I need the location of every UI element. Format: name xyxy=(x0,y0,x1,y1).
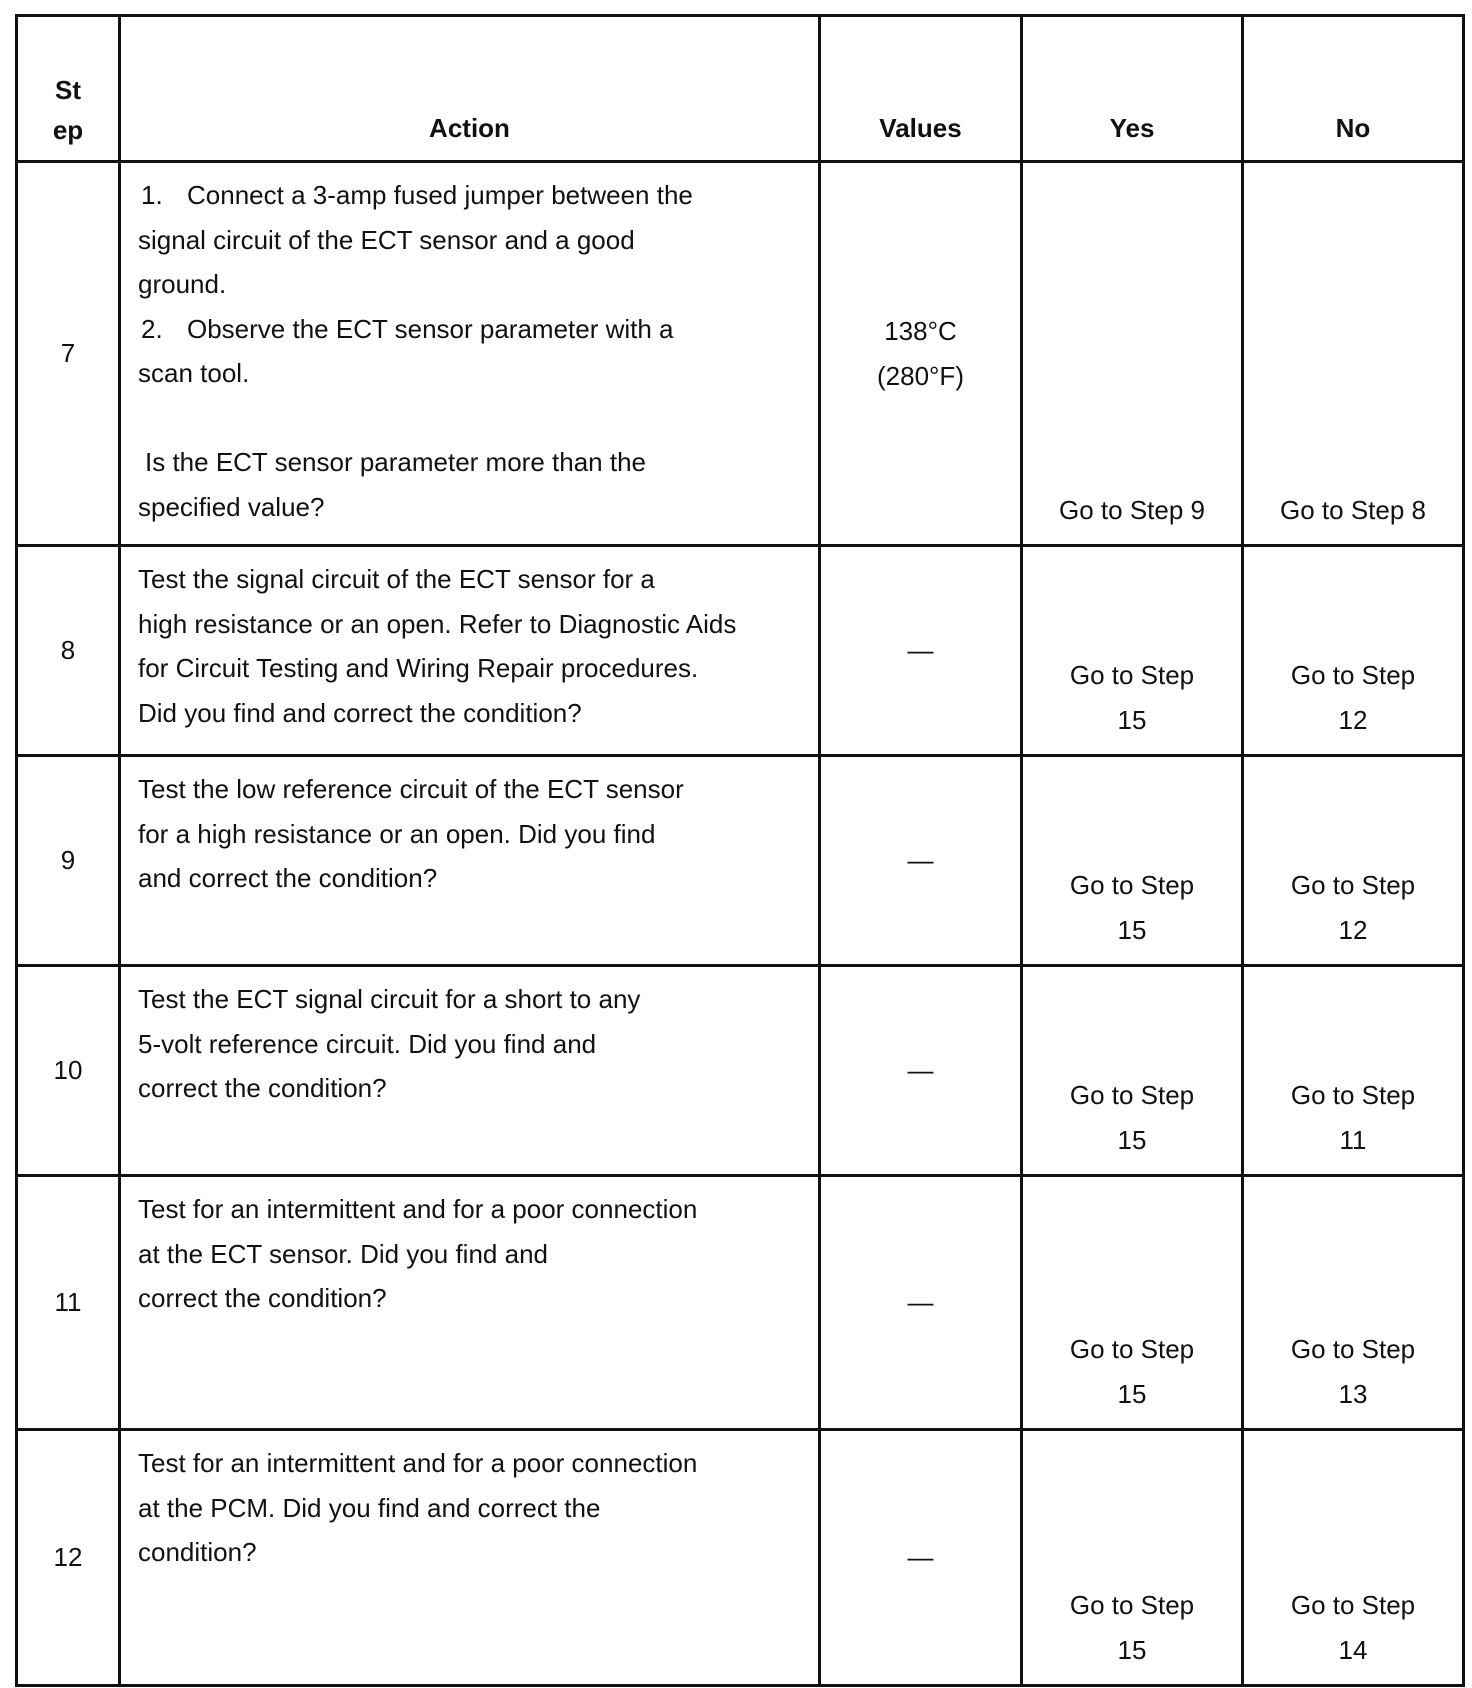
action-cell xyxy=(120,1176,820,1430)
action-line: for a high resistance or an open. Did you find xyxy=(138,818,656,849)
outcome-label: Go to Step xyxy=(1290,870,1416,900)
yes-outcome xyxy=(1022,966,1243,1176)
action-line xyxy=(138,173,804,218)
step-number: 9 xyxy=(17,756,120,966)
yes-outcome xyxy=(1022,1176,1243,1430)
values-column-header: Values xyxy=(820,16,1022,162)
action-line: ground. xyxy=(138,269,227,299)
action-question: Is the ECT sensor parameter more than the xyxy=(145,447,646,477)
outcome-step: 14 xyxy=(1338,1634,1368,1665)
table-row xyxy=(17,1430,1464,1686)
outcome-label: Go to Step xyxy=(1290,660,1416,690)
diagnostic-table xyxy=(15,14,1465,1687)
values-cell xyxy=(820,966,1022,1176)
list-number: 1. xyxy=(141,180,163,210)
outcome-label: Go to Step xyxy=(1069,660,1195,690)
value-dash: — xyxy=(907,1055,934,1086)
action-cell xyxy=(120,756,820,966)
action-cell xyxy=(120,1430,820,1686)
outcome-step: 15 xyxy=(1117,1634,1147,1665)
values-cell xyxy=(820,546,1022,756)
action-line: for Circuit Testing and Wiring Repair procedures. xyxy=(138,653,699,683)
step-number: 11 xyxy=(17,1176,120,1430)
outcome-label: Go to Step xyxy=(1069,1590,1195,1620)
values-cell xyxy=(820,162,1022,546)
action-cell xyxy=(120,162,820,546)
list-number: 2. xyxy=(141,313,163,344)
value-fahrenheit: (280°F) xyxy=(877,360,964,391)
no-outcome xyxy=(1243,966,1464,1176)
action-line: condition? xyxy=(138,1537,257,1567)
table-row xyxy=(17,546,1464,756)
value-dash: — xyxy=(907,1287,934,1318)
outcome-step: 15 xyxy=(1117,1378,1147,1409)
outcome-step: 15 xyxy=(1117,914,1147,945)
value-celsius: 138°C xyxy=(884,316,957,346)
table-row xyxy=(17,1176,1464,1430)
outcome-label: Go to Step xyxy=(1290,1334,1416,1364)
outcome-label: Go to Step xyxy=(1069,1334,1195,1364)
yes-outcome xyxy=(1022,546,1243,756)
action-line: Test the low reference circuit of the ECT sensor xyxy=(138,774,684,804)
outcome-label: Go to Step xyxy=(1069,870,1195,900)
yes-outcome xyxy=(1022,756,1243,966)
step-column-header xyxy=(17,16,120,162)
action-line: Test for an intermittent and for a poor connection xyxy=(138,1194,698,1224)
no-outcome xyxy=(1243,1430,1464,1686)
action-line: correct the condition? xyxy=(138,1283,387,1313)
outcome-step: 15 xyxy=(1117,704,1147,735)
action-line: at the ECT sensor. Did you find and xyxy=(138,1238,548,1269)
no-outcome: Go to Step 8 xyxy=(1243,162,1464,546)
step-header-line-1: St xyxy=(55,75,81,105)
yes-column-header: Yes xyxy=(1022,16,1243,162)
values-cell xyxy=(820,1176,1022,1430)
outcome-step: 15 xyxy=(1117,1124,1147,1155)
outcome-step: 11 xyxy=(1339,1124,1367,1155)
no-outcome xyxy=(1243,756,1464,966)
value-dash: — xyxy=(907,1542,934,1573)
value-dash: — xyxy=(907,845,934,876)
outcome-label: Go to Step xyxy=(1290,1590,1416,1620)
action-question: specified value? xyxy=(138,491,325,522)
action-line: high resistance or an open. Refer to Diagnostic Aids xyxy=(138,608,737,639)
step-header-line-2: ep xyxy=(52,115,84,145)
action-column-header: Action xyxy=(120,16,820,162)
action-line: at the PCM. Did you find and correct the xyxy=(138,1492,601,1523)
values-cell xyxy=(820,756,1022,966)
action-text: Connect a 3-amp fused jumper between the xyxy=(187,180,693,210)
action-line: Test the ECT signal circuit for a short to any xyxy=(138,984,641,1014)
header-row xyxy=(17,16,1464,162)
no-column-header: No xyxy=(1243,16,1464,162)
yes-outcome: Go to Step 9 xyxy=(1022,162,1243,546)
outcome-label: Go to Step xyxy=(1290,1080,1416,1110)
action-line: Test the signal circuit of the ECT sensor for a xyxy=(138,564,655,594)
outcome-label: Go to Step xyxy=(1069,1080,1195,1110)
table-row xyxy=(17,756,1464,966)
action-line: 5-volt reference circuit. Did you find and xyxy=(138,1028,597,1059)
action-line xyxy=(138,307,804,352)
action-line: scan tool. xyxy=(138,358,250,388)
action-line: signal circuit of the ECT sensor and a good xyxy=(138,224,635,255)
yes-outcome xyxy=(1022,1430,1243,1686)
outcome-step: 13 xyxy=(1338,1378,1368,1409)
table-row xyxy=(17,162,1464,546)
action-line: Did you find and correct the condition? xyxy=(138,697,582,728)
step-number: 7 xyxy=(17,162,120,546)
step-number: 10 xyxy=(17,966,120,1176)
outcome-step: 12 xyxy=(1338,914,1368,945)
outcome-step: 12 xyxy=(1338,704,1368,735)
action-line: correct the condition? xyxy=(138,1073,387,1103)
action-text: Observe the ECT sensor parameter with a xyxy=(187,313,674,344)
no-outcome xyxy=(1243,546,1464,756)
step-number: 12 xyxy=(17,1430,120,1686)
action-line: and correct the condition? xyxy=(138,863,438,893)
no-outcome xyxy=(1243,1176,1464,1430)
action-cell xyxy=(120,546,820,756)
values-cell xyxy=(820,1430,1022,1686)
spacer xyxy=(138,396,804,441)
action-cell xyxy=(120,966,820,1176)
action-line: Test for an intermittent and for a poor connection xyxy=(138,1448,698,1478)
table-row xyxy=(17,966,1464,1176)
step-number: 8 xyxy=(17,546,120,756)
value-dash: — xyxy=(907,635,934,666)
